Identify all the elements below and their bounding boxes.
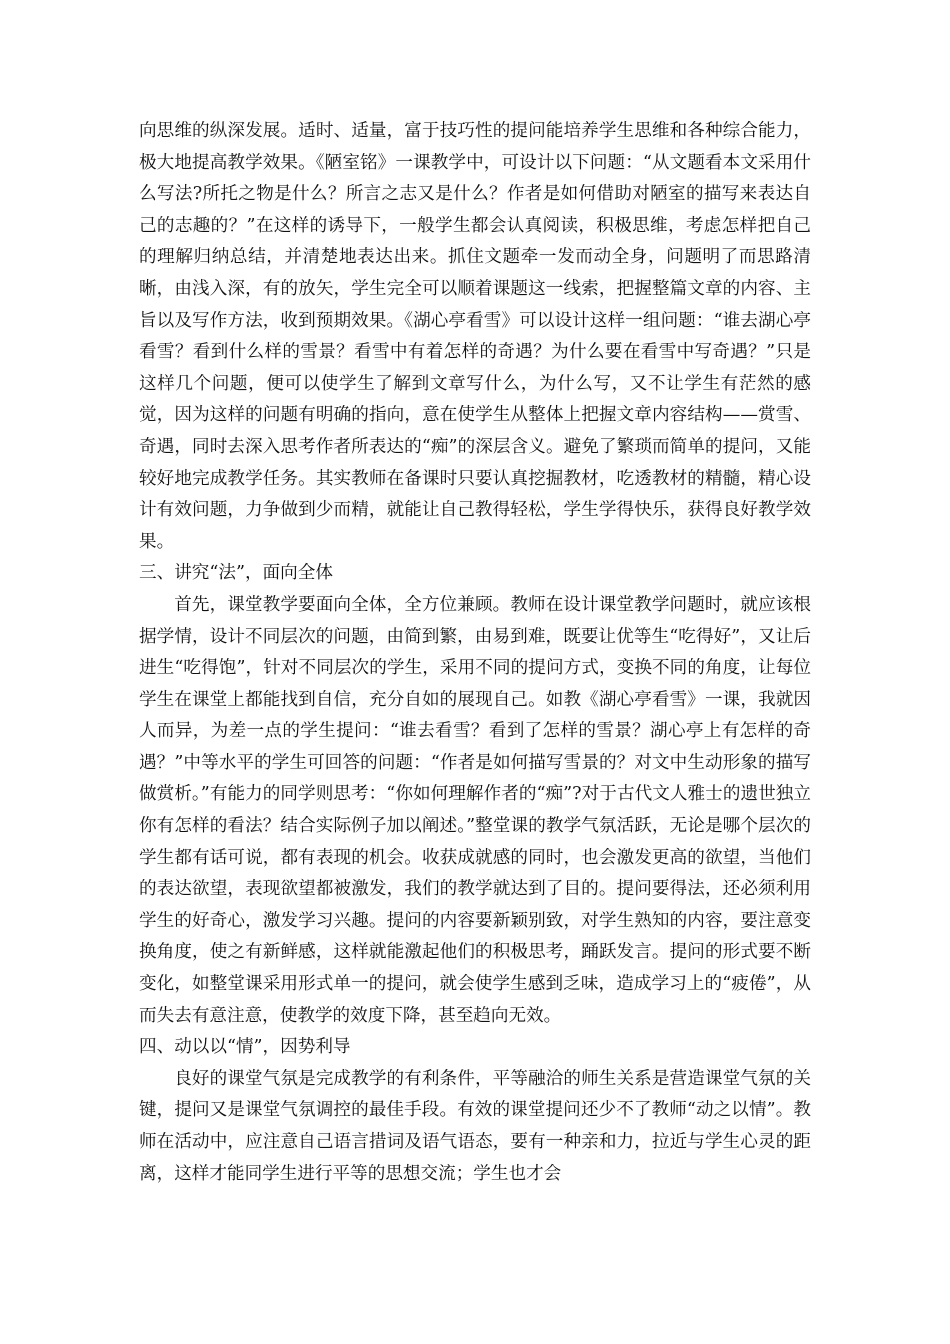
paragraph-section-4: 良好的课堂气氛是完成教学的有利条件，平等融洽的师生关系是营造课堂气氛的关键，提问又是课堂气氛调控的最佳手段。有效的课堂提问还少不了教师“动之以情”。教师在活动中，应注意自己语言措词及语气语态，要有一种亲和力，拉近与学生心灵的距离，这样才能同学生进行平等的思想交流；学生也才会 [139, 1068, 811, 1184]
paragraph-section-3: 首先，课堂教学要面向全体，全方位兼顾。教师在设计课堂教学问题时，就应该根据学情，设计不同层次的问题，由简到繁，由易到难，既要让优等生“吃得好”，又让后进生“吃得饱”，针对不同层次的学生，采用不同的提问方式，变换不同的角度，让每位学生在课堂上都能找到自信，充分自如的展现自己。如教《湖心亭看雪》一课，我就因人而异，为差一点的学生提问：“谁去看雪？看到了怎样的雪景？湖心亭上有怎样的奇遇？”中等水平的学生可回答的问题：“作者是如何描写雪景的？对文中生动形象的描写做赏析。”有能力的同学则思考：“你如何理解作者的“痴”?对于古代文人雅士的遗世独立你有怎样的看法？结合实际例子加以阐述。”整堂课的教学气氛活跃，无论是哪个层次的学生都有话可说，都有表现的机会。收获成就感的同时，也会激发更高的欲望，当他们的表达欲望，表现欲望都被激发，我们的教学就达到了目的。提问要得法，还必须利用学生的好奇心，激发学习兴趣。提问的内容要新颖别致，对学生熟知的内容，要注意变换角度，使之有新鲜感，这样就能激起他们的积极思考，踊跃发言。提问的形式要不断变化，如整堂课采用形式单一的提问，就会使学生感到乏味，造成学习上的“疲倦”，从而失去有意注意，使教学的效度下降，甚至趋向无效。 [139, 594, 811, 1026]
section-heading-4: 四、动以以“情”，因势利导 [139, 1037, 351, 1058]
paragraph-intro-continued: 向思维的纵深发展。适时、适量，富于技巧性的提问能培养学生思维和各种综合能力，极大地提高教学效果。《陋室铭》一课教学中，可设计以下问题：“从文题看本文采用什么写法?所托之物是什么？所言之志又是什么？作者是如何借助对陋室的描写来表达自己的志趣的？”在这样的诱导下，一般学生都会认真阅读，积极思维，考虑怎样把自己的理解归纳总结，并清楚地表达出来。抓住文题牵一发而动全身，问题明了而思路清晰，由浅入深，有的放矢，学生完全可以顺着课题这一线索，把握整篇文章的内容、主旨以及写作方法，收到预期效果。《湖心亭看雪》可以设计这样一组问题：“谁去湖心亭看雪？看到什么样的雪景？看雪中有着怎样的奇遇？为什么要在看雪中写奇遇？”只是这样几个问题，便可以使学生了解到文章写什么，为什么写，又不让学生有茫然的感觉，因为这样的问题有明确的指向，意在使学生从整体上把握文章内容结构——赏雪、奇遇，同时去深入思考作者所表达的“痴”的深层含义。避免了繁琐而简单的提问，又能较好地完成教学任务。其实教师在备课时只要认真挖掘教材，吃透教材的精髓，精心设计有效问题，力争做到少而精，就能让自己教得轻松，学生学得快乐，获得良好教学效果。 [139, 121, 811, 552]
document-page [139, 116, 811, 1190]
section-heading-3: 三、讲究“法”，面向全体 [139, 563, 333, 584]
